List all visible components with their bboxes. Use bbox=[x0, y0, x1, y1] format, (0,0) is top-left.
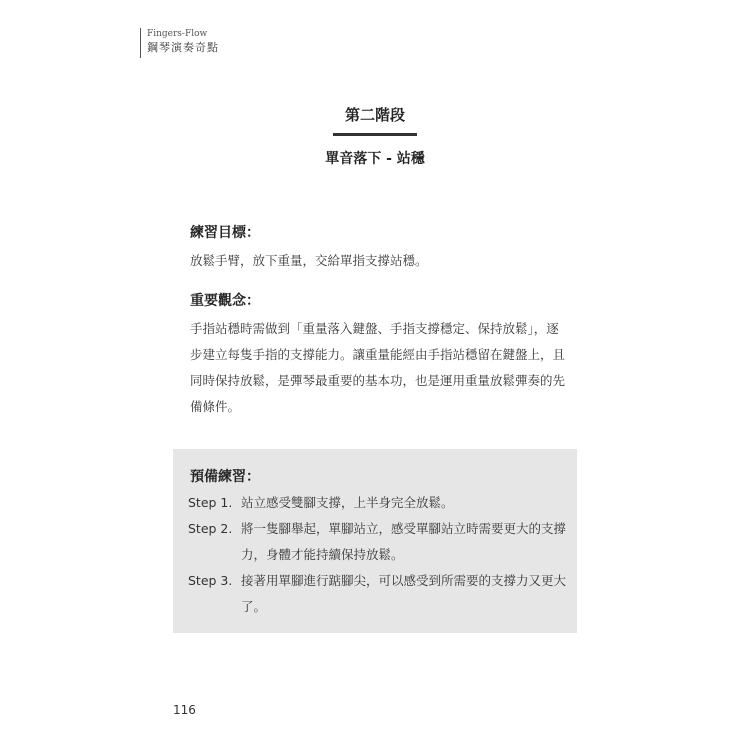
preparatory-practice-heading: 預備練習： bbox=[190, 469, 260, 485]
practice-step bbox=[188, 490, 568, 516]
page-number: 116 bbox=[173, 703, 196, 717]
practice-step bbox=[188, 568, 568, 620]
step-label: Step 2. bbox=[188, 521, 233, 536]
key-concept-section bbox=[190, 290, 570, 420]
stage-title-underline bbox=[333, 133, 417, 136]
practice-steps-list bbox=[188, 490, 568, 620]
running-header bbox=[140, 28, 219, 58]
header-brand: Fingers-Flow bbox=[147, 29, 208, 39]
step-label: Step 1. bbox=[188, 495, 233, 510]
practice-step bbox=[188, 516, 568, 568]
practice-goal-heading: 練習目標： bbox=[190, 225, 260, 241]
step-text: 站立感受雙腳支撐，上半身完全放鬆。 bbox=[241, 495, 454, 510]
key-concept-text: 手指站穩時需做到「重量落入鍵盤、手指支撐穩定、保持放鬆」，逐步建立每隻手指的支撐能力。讓重量能經由手指站穩留在鍵盤上，且同時保持放鬆，是彈琴最重要的基本功，也是運用重量放鬆彈奏的先備條件。 bbox=[190, 321, 566, 414]
step-text: 將一隻腳舉起，單腳站立，感受單腳站立時需要更大的支撐力，身體才能持續保持放鬆。 bbox=[241, 521, 567, 562]
stage-title: 第二階段 bbox=[344, 106, 405, 124]
step-label: Step 3. bbox=[188, 573, 233, 588]
key-concept-heading: 重要觀念： bbox=[190, 293, 260, 309]
step-text: 接著用單腳進行踮腳尖，可以感受到所需要的支撐力又更大了。 bbox=[241, 573, 567, 614]
stage-subtitle: 單音落下 - 站穩 bbox=[325, 151, 425, 167]
header-book-title: 鋼琴演奏奇點 bbox=[147, 41, 219, 54]
practice-goal-text: 放鬆手臂，放下重量，交給單指支撐站穩。 bbox=[190, 253, 428, 268]
practice-goal-section bbox=[190, 222, 570, 274]
